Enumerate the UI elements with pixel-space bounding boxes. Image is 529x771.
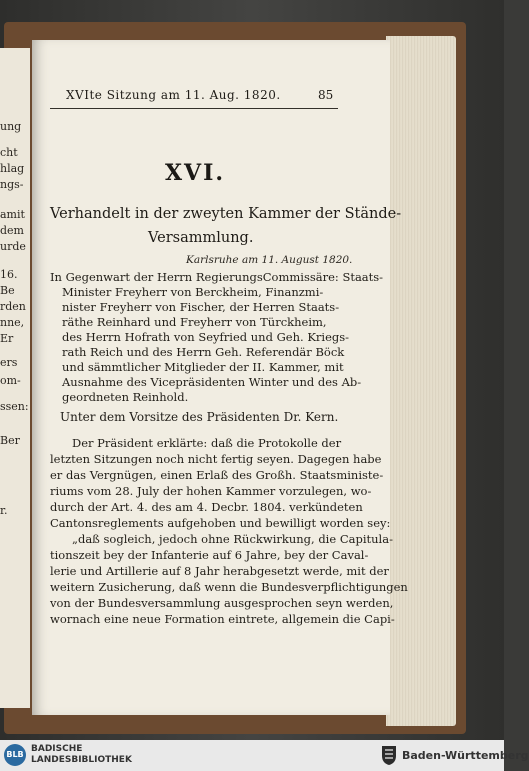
text-line: des Herrn Hofrath von Seyfried und Geh. Kriegs- <box>62 330 350 344</box>
bw-crest-icon[interactable] <box>380 744 398 766</box>
header-rule <box>50 108 338 109</box>
title-line-2: Versammlung. <box>148 230 254 246</box>
text-line: wornach eine neue Formation eintrete, allgemein die Capi- <box>50 612 395 626</box>
margin-fragment: 16. <box>0 268 18 281</box>
text-line: Ausnahme des Vicepräsidenten Winter und des Ab- <box>62 375 362 389</box>
text-line: geordneten Reinhold. <box>62 390 189 404</box>
blb-logo-text[interactable] <box>31 744 132 766</box>
margin-fragment: nne, <box>0 316 25 329</box>
bw-logo-text[interactable]: Baden-Württemberg <box>402 749 529 762</box>
page-edges <box>386 36 456 726</box>
text-line: durch der Art. 4. des am 4. Decbr. 1804. verkündeten <box>50 500 363 514</box>
text-line: nister Freyherr von Fischer, der Herren Staats- <box>62 300 340 314</box>
margin-fragment: Be <box>0 284 15 297</box>
margin-fragment: hlag <box>0 162 25 175</box>
text-line: rath Reich und des Herrn Geh. Referendär Böck <box>62 345 345 359</box>
text-line: Minister Freyherr von Berckheim, Finanzmi- <box>62 285 324 299</box>
text-line: weitern Zusicherung, daß wenn die Bundesverpflichtigungen <box>50 580 408 594</box>
margin-fragment: ngs- <box>0 178 24 191</box>
running-header: XVIte Sitzung am 11. Aug. 1820. <box>66 88 281 102</box>
margin-fragment: urde <box>0 240 26 253</box>
margin-fragment: cht <box>0 146 18 159</box>
margin-fragment: amit <box>0 208 25 221</box>
margin-fragment: Er <box>0 332 14 345</box>
text-line: und sämmtlicher Mitglieder der II. Kammer, mit <box>62 360 344 374</box>
text-line: Cantonsreglements aufgehoben und bewilligt worden sey: <box>50 516 391 530</box>
margin-fragment: ers <box>0 356 18 369</box>
margin-fragment: dem <box>0 224 24 237</box>
text-line: räthe Reinhard und Freyherr von Türckheim, <box>62 315 327 329</box>
chair-line: Unter dem Vorsitze des Präsidenten Dr. Kern. <box>60 410 339 424</box>
margin-fragment: ssen: <box>0 400 29 413</box>
text-line: „daß sogleich, jedoch ohne Rückwirkung, die Capitula- <box>72 532 393 546</box>
margin-fragment: om- <box>0 374 21 387</box>
left-page <box>0 48 30 708</box>
text-line: von der Bundesversammlung ausgesprochen seyn werden, <box>50 596 394 610</box>
margin-fragment: r. <box>0 504 8 517</box>
blb-line-1: BADISCHE <box>31 744 83 754</box>
page-number: 85 <box>318 88 334 102</box>
title-line-1: Verhandelt in der zweyten Kammer der Stände- <box>50 206 402 222</box>
margin-fragment: ung <box>0 120 22 133</box>
text-line: tionszeit bey der Infanterie auf 6 Jahre, bey der Caval- <box>50 548 369 562</box>
margin-fragment: Ber <box>0 434 20 447</box>
text-line: letzten Sitzungen noch nicht fertig seyen. Dagegen habe <box>50 452 382 466</box>
text-line: lerie und Artillerie auf 8 Jahr herabgesetzt werde, mit der <box>50 564 389 578</box>
text-line: er das Vergnügen, einen Erlaß des Großh. Staatsministe- <box>50 468 384 482</box>
blb-line-2: LANDESBIBLIOTHEK <box>31 755 132 765</box>
margin-fragment: rden <box>0 300 26 313</box>
blb-logo-icon[interactable]: BLB <box>4 744 26 766</box>
section-number: XVI. <box>164 160 226 186</box>
text-line: riums vom 28. July der hohen Kammer vorzulegen, wo- <box>50 484 372 498</box>
dateline: Karlsruhe am 11. August 1820. <box>186 254 353 266</box>
text-line: Der Präsident erklärte: daß die Protokolle der <box>72 436 342 450</box>
text-line: In Gegenwart der Herrn RegierungsCommissäre: Staats- <box>50 270 384 284</box>
